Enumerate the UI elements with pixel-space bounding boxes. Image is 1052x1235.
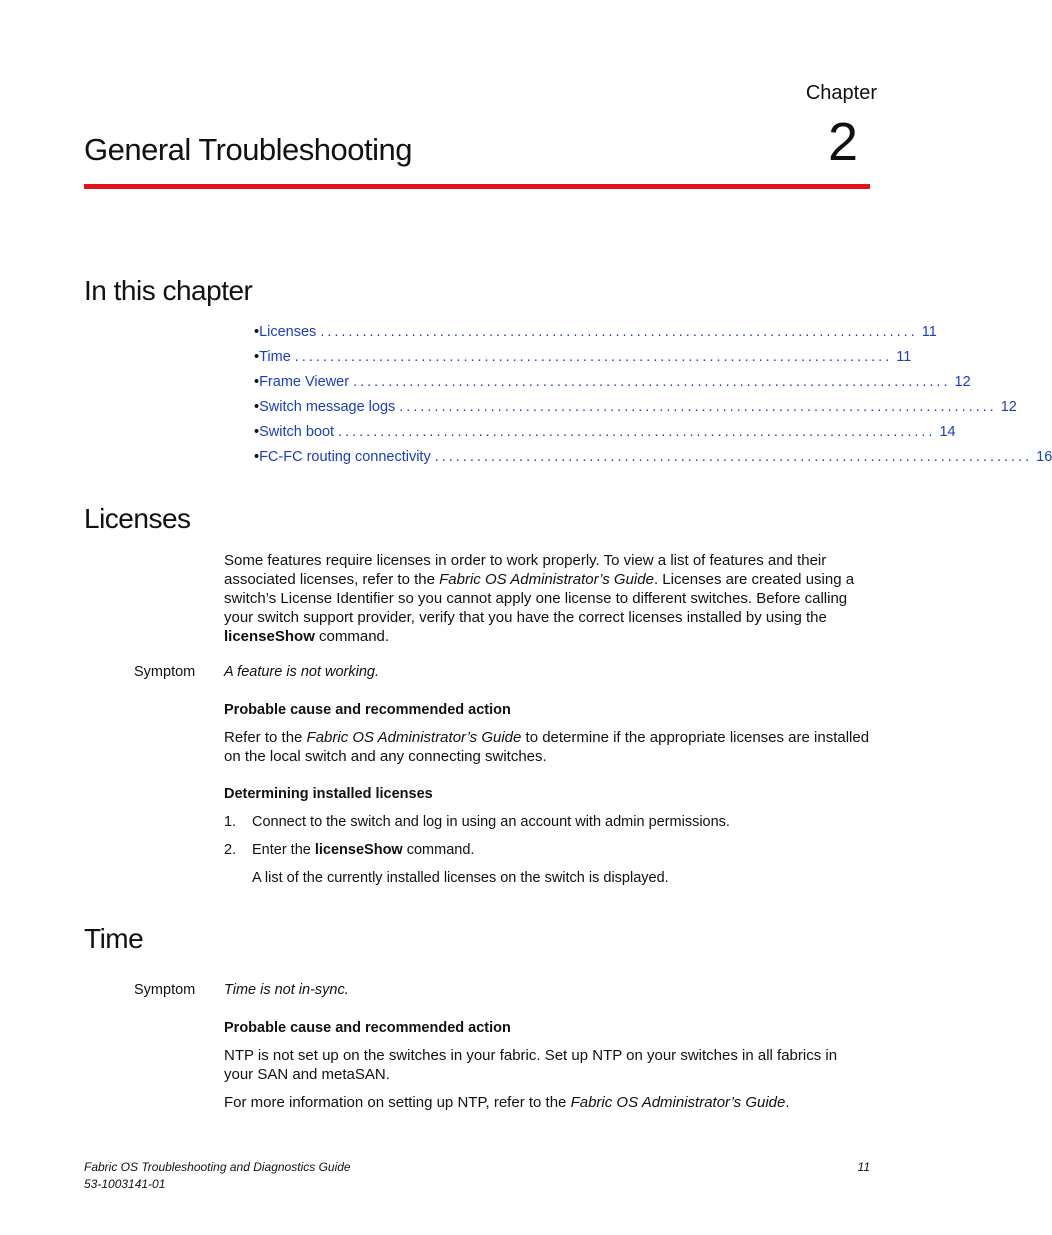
toc-leader: ..................................................................................... bbox=[353, 374, 951, 390]
licenses-intro bbox=[224, 551, 870, 646]
toc-item[interactable] bbox=[254, 447, 1052, 472]
symptom-label: Symptom bbox=[134, 982, 196, 998]
chapter-title: General Troubleshooting bbox=[84, 132, 413, 167]
time-heading: Time bbox=[84, 923, 144, 954]
command-name: licenseShow bbox=[224, 628, 315, 645]
toc-page[interactable]: 16 bbox=[1036, 449, 1052, 465]
cause-heading: Probable cause and recommended action bbox=[224, 1020, 511, 1036]
step-number: 2. bbox=[224, 842, 237, 858]
toc-leader: ..................................................................................... bbox=[338, 424, 936, 440]
bullet-icon: • bbox=[254, 374, 260, 390]
toc-page[interactable]: 11 bbox=[921, 324, 937, 340]
cause-text-part: to determine if the appropriate licenses are installed on the local switch and any connecting switches. bbox=[224, 729, 870, 765]
step-text: Connect to the switch and log in using an account with admin permissions. bbox=[252, 814, 730, 830]
toc-page[interactable]: 14 bbox=[939, 424, 956, 440]
toc-link[interactable]: Switch message logs bbox=[259, 399, 396, 415]
toc-page[interactable]: 12 bbox=[1000, 399, 1017, 415]
toc-item[interactable] bbox=[254, 322, 937, 347]
toc-list bbox=[254, 322, 1052, 472]
toc-link[interactable]: Licenses bbox=[259, 324, 317, 340]
symptom-text: Time is not in-sync. bbox=[224, 982, 349, 998]
command-name: licenseShow bbox=[314, 842, 403, 858]
time-para bbox=[224, 1093, 870, 1112]
cause-heading: Probable cause and recommended action bbox=[224, 702, 511, 718]
toc-link[interactable]: Time bbox=[259, 349, 291, 365]
step-text bbox=[252, 842, 474, 858]
step-result: A list of the currently installed licenses on the switch is displayed. bbox=[252, 870, 669, 886]
guide-title: Fabric OS Administrator’s Guide bbox=[439, 571, 654, 588]
footer-title: Fabric OS Troubleshooting and Diagnostics Guide bbox=[84, 1160, 351, 1174]
licenses-heading: Licenses bbox=[84, 503, 191, 534]
bullet-icon: • bbox=[254, 324, 260, 340]
toc-link[interactable]: Switch boot bbox=[259, 424, 335, 440]
chapter-label: Chapter bbox=[805, 82, 877, 104]
cause-text-part: Refer to the bbox=[224, 729, 307, 746]
toc-item[interactable] bbox=[254, 347, 912, 372]
chapter-number: 2 bbox=[827, 112, 858, 172]
guide-title: Fabric OS Administrator’s Guide bbox=[570, 1094, 786, 1111]
time-para-text: . bbox=[785, 1094, 790, 1111]
toc-leader: ..................................................................................... bbox=[434, 449, 1033, 465]
in-this-chapter-heading: In this chapter bbox=[84, 275, 253, 306]
time-para bbox=[224, 1046, 870, 1084]
toc-link[interactable]: FC-FC routing connectivity bbox=[259, 449, 431, 465]
toc-item[interactable] bbox=[254, 422, 956, 447]
toc-leader: ..................................................................................... bbox=[399, 399, 997, 415]
intro-text: Some features require licenses in order to work properly. To view a list of features and their associated licenses, refer to the bbox=[224, 552, 827, 588]
footer-page-number: 11 bbox=[857, 1160, 870, 1174]
intro-text: command. bbox=[314, 628, 390, 645]
bullet-icon: • bbox=[254, 399, 260, 415]
time-para-text: For more information on setting up NTP, refer to the bbox=[224, 1094, 571, 1111]
step-number: 1. bbox=[224, 814, 237, 830]
bullet-icon: • bbox=[254, 349, 260, 365]
cause-text bbox=[224, 728, 870, 766]
toc-item[interactable] bbox=[254, 397, 1017, 422]
bullet-icon: • bbox=[254, 424, 260, 440]
chapter-rule bbox=[84, 184, 870, 189]
time-para-text: NTP is not set up on the switches in your fabric. Set up NTP on your switches in all fabrics in your SAN and metaSAN. bbox=[224, 1047, 838, 1083]
intro-text: . Licenses are created using a switch’s License Identifier so you cannot apply one license to different switches. Before calling your switch support provider, verify that you have the correct licenses installed by using the bbox=[224, 571, 855, 626]
symptom-text: A feature is not working. bbox=[224, 664, 380, 680]
toc-leader: ..................................................................................... bbox=[294, 349, 893, 365]
toc-link[interactable]: Frame Viewer bbox=[259, 374, 350, 390]
toc-leader: ..................................................................................... bbox=[320, 324, 918, 340]
toc-item[interactable] bbox=[254, 372, 971, 397]
symptom-label: Symptom bbox=[134, 664, 196, 680]
toc-page[interactable]: 12 bbox=[954, 374, 971, 390]
toc-page[interactable]: 11 bbox=[896, 349, 912, 365]
step-text-part: Enter the bbox=[252, 842, 315, 858]
bullet-icon: • bbox=[254, 449, 260, 465]
step-text-part: command. bbox=[402, 842, 475, 858]
footer-doc-number: 53-1003141-01 bbox=[84, 1177, 166, 1191]
determining-heading: Determining installed licenses bbox=[224, 786, 433, 802]
guide-title: Fabric OS Administrator’s Guide bbox=[306, 729, 522, 746]
